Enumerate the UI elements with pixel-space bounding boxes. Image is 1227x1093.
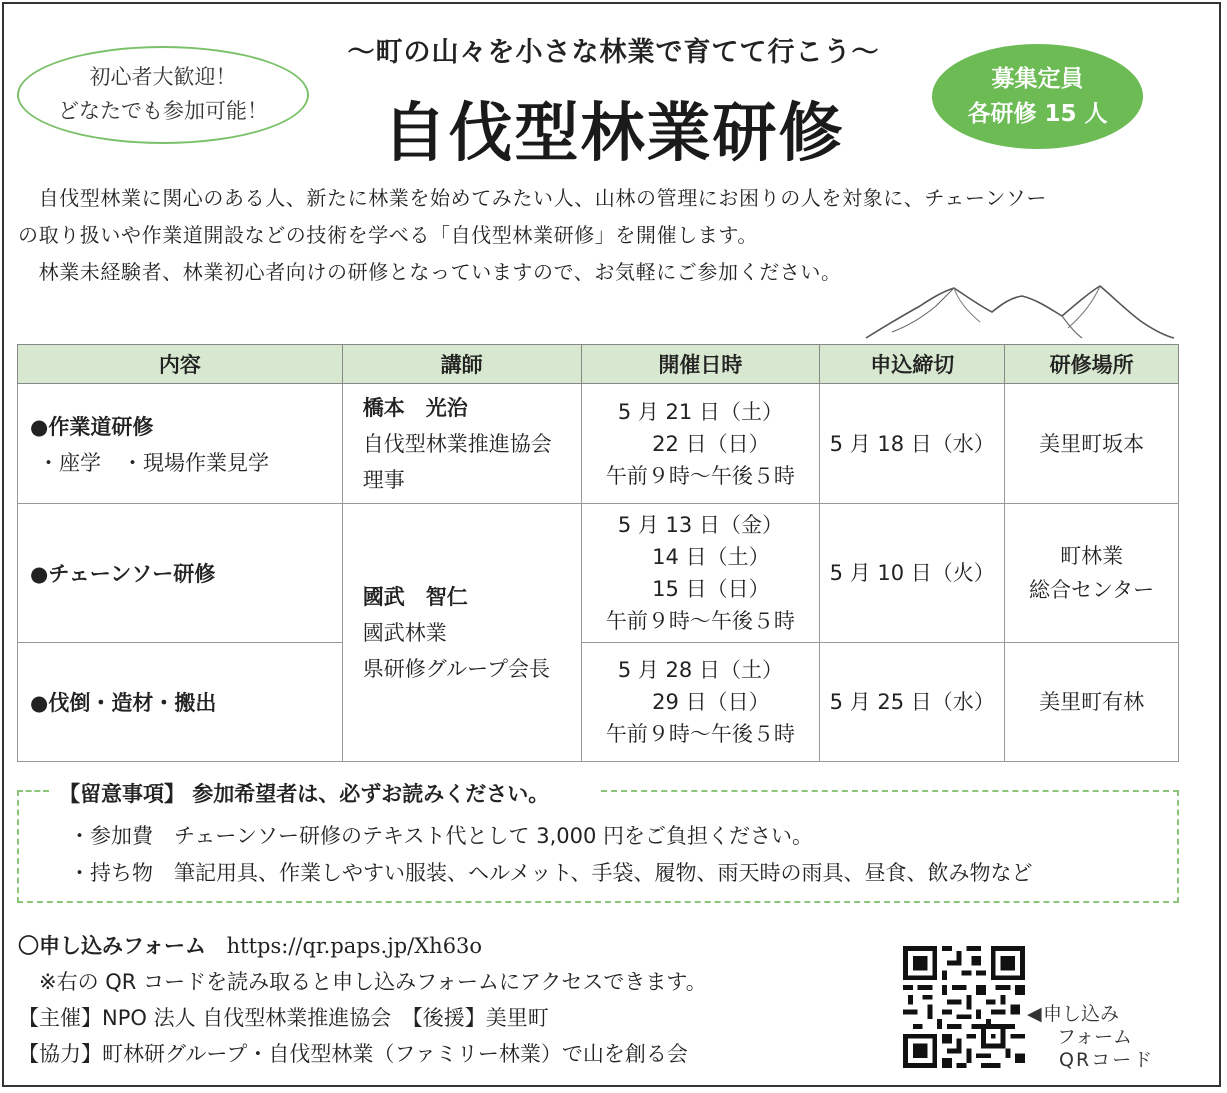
deadline-cell: 5 月 10 日（火）	[820, 504, 1005, 643]
cooperation-line: 【協力】町林研グループ・自伐型林業（ファミリー林業）で山を創る会	[18, 1042, 688, 1066]
course-name: ●チェーンソー研修	[30, 562, 216, 586]
course-cell	[18, 504, 343, 643]
welcome-line-1: 初心者大歓迎！	[89, 65, 237, 90]
mountain-illustration	[862, 282, 1176, 342]
qr-label-line-3: QRコード	[1059, 1049, 1155, 1071]
time-line: 午前９時〜午後５時	[605, 609, 795, 633]
qr-label	[1027, 1003, 1155, 1072]
datetime-cell	[581, 504, 820, 643]
time-line: 午前９時〜午後５時	[605, 722, 795, 746]
instructor-name: 橋本 光治	[362, 395, 468, 420]
venue-cell	[1005, 384, 1179, 504]
date-line: 5 月 21 日（土）	[617, 399, 783, 424]
date-line: 22 日（日）	[631, 431, 770, 456]
instructor-org: 國武林業	[362, 620, 447, 645]
time-line: 午前９時〜午後５時	[605, 463, 795, 488]
date-line: 15 日（日）	[631, 577, 770, 601]
table-row	[18, 384, 1179, 504]
header-venue: 研修場所	[1005, 345, 1179, 384]
footer-info	[18, 928, 707, 1072]
arrow-left-icon: ◀	[1027, 1003, 1042, 1025]
qr-label-line-2: フォーム	[1057, 1026, 1133, 1048]
deadline-cell: 5 月 25 日（水）	[820, 643, 1005, 762]
intro-line-3: 林業未経験者、林業初心者向けの研修となっていますので、お気軽にご参加ください。	[18, 260, 842, 284]
table-header-row	[18, 345, 1179, 384]
instructor-role: 理事	[362, 467, 405, 492]
venue-line-1: 町林業	[1060, 544, 1124, 568]
page-subtitle: 〜町の山々を小さな林業で育てて行こう〜	[347, 37, 880, 68]
header-datetime: 開催日時	[581, 345, 820, 384]
page-title: 自伐型林業研修	[382, 97, 845, 171]
capacity-line-1: 募集定員	[991, 66, 1084, 92]
course-name: ●伐倒・造材・搬出	[30, 691, 217, 715]
course-name: ●作業道研修	[30, 414, 154, 439]
instructor-org: 自伐型林業推進協会	[362, 431, 552, 456]
course-cell	[18, 384, 343, 504]
form-line	[18, 928, 707, 964]
date-line: 5 月 13 日（金）	[617, 513, 783, 537]
notes-box	[17, 782, 1179, 903]
header-content: 内容	[18, 345, 343, 384]
instructor-role: 県研修グループ会長	[362, 656, 551, 681]
notes-border-right	[601, 790, 1179, 792]
venue-line-2: 総合センター	[1028, 578, 1155, 602]
table-row	[18, 643, 1179, 762]
qr-label-line-1: 申し込み	[1043, 1003, 1120, 1025]
note-fee: ・参加費 チェーンソー研修のテキスト代として 3,000 円をご負担ください。	[69, 824, 813, 848]
capacity-line-2: 各研修 15 人	[967, 100, 1108, 127]
intro-line-2: の取り扱いや作業道開設などの技術を学べる「自伐型林業研修」を開催します。	[18, 223, 758, 247]
notes-border-left	[17, 790, 49, 792]
deadline-cell: 5 月 18 日（水）	[820, 384, 1005, 504]
instructor-cell	[342, 384, 581, 504]
qr-code-icon[interactable]	[903, 946, 1025, 1068]
course-detail: ・座学 ・現場作業見学	[38, 450, 269, 475]
date-line: 29 日（日）	[631, 690, 770, 714]
datetime-cell	[581, 384, 820, 504]
form-label: 〇申し込みフォーム	[18, 934, 206, 958]
table-row	[18, 504, 1179, 643]
header-instructor: 講師	[342, 345, 581, 384]
date-line: 5 月 28 日（土）	[617, 658, 783, 682]
intro-text	[18, 180, 1208, 291]
form-url-link[interactable]: https://qr.paps.jp/Xh63o	[226, 934, 483, 958]
organizer-line: 【主催】NPO 法人 自伐型林業推進協会 【後援】美里町	[18, 1006, 549, 1030]
instructor-cell	[342, 504, 581, 762]
header-deadline: 申込締切	[820, 345, 1005, 384]
schedule-table	[17, 344, 1179, 762]
date-line: 14 日（土）	[631, 545, 770, 569]
welcome-line-2: どなたでも参加可能！	[58, 99, 268, 123]
venue-line-1: 美里町坂本	[1039, 431, 1145, 456]
venue-line-1: 美里町有林	[1039, 690, 1145, 714]
note-items: ・持ち物 筆記用具、作業しやすい服装、ヘルメット、手袋、履物、雨天時の雨具、昼食、飲み物など	[69, 861, 1033, 885]
datetime-cell	[581, 643, 820, 762]
instructor-name: 國武 智仁	[362, 584, 468, 609]
capacity-badge	[932, 44, 1143, 149]
qr-note: ※右の QR コードを読み取ると申し込みフォームにアクセスできます。	[18, 970, 707, 994]
notes-heading: 【留意事項】 参加希望者は、必ずお読みください。	[49, 778, 563, 808]
course-cell	[18, 643, 343, 762]
venue-cell	[1005, 504, 1179, 643]
intro-line-1: 自伐型林業に関心のある人、新たに林業を始めてみたい人、山林の管理にお困りの人を対象に、チェーンソー	[18, 186, 1047, 210]
venue-cell	[1005, 643, 1179, 762]
